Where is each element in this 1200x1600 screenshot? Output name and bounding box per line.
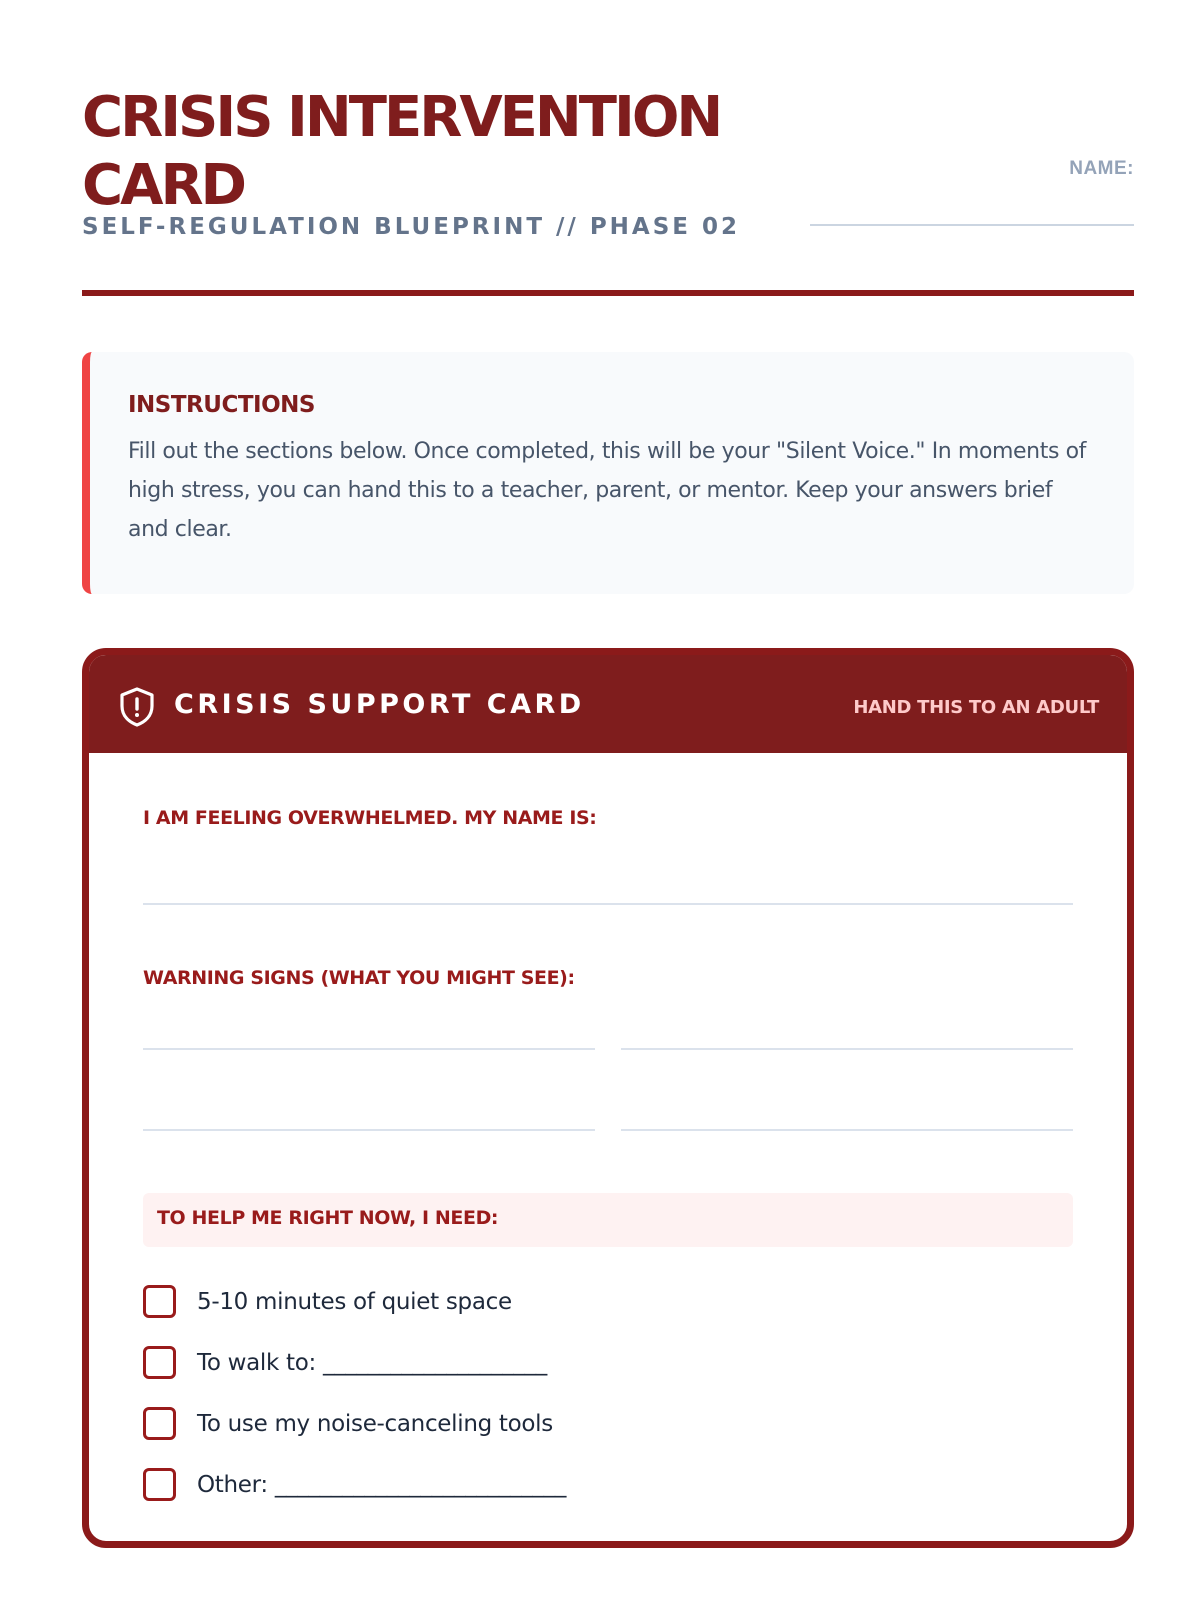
warning-sign-line[interactable] (143, 1048, 595, 1050)
worksheet-page (82, 0, 1134, 1600)
card-header (89, 655, 1127, 753)
need-checkbox[interactable] (143, 1407, 176, 1440)
warning-sign-line[interactable] (621, 1048, 1073, 1050)
need-checkbox[interactable] (143, 1468, 176, 1501)
instructions-body: Fill out the sections below. Once completed, this will be your "Silent Voice." In moments of high stress, you can hand this to a teacher, parent, or mentor. Keep your answers brief and clear. (128, 439, 1087, 542)
shield-alert-icon (119, 687, 155, 727)
card-tag: HAND THIS TO AN ADULT (853, 697, 1099, 718)
name-write-line[interactable] (810, 224, 1134, 226)
header (82, 84, 1134, 300)
need-option-label: To walk to: ____________________ (197, 1350, 547, 1376)
need-option (143, 1468, 1043, 1504)
warning-signs-label: WARNING SIGNS (WHAT YOU MIGHT SEE): (143, 967, 575, 989)
card-title: CRISIS SUPPORT CARD (174, 689, 585, 720)
crisis-support-card (82, 648, 1134, 1548)
need-option-label: Other: __________________________ (197, 1472, 567, 1498)
name-prompt-label: I AM FEELING OVERWHELMED. MY NAME IS: (143, 807, 597, 829)
header-divider (82, 290, 1134, 296)
name-label: NAME: (1069, 158, 1134, 179)
name-answer-line[interactable] (143, 903, 1073, 905)
need-option (143, 1285, 1043, 1321)
need-option-label: To use my noise-canceling tools (197, 1411, 553, 1437)
page-title: CRISIS INTERVENTION CARD (82, 85, 721, 218)
need-option (143, 1346, 1043, 1382)
page-subtitle: SELF-REGULATION BLUEPRINT // PHASE 02 (82, 214, 741, 240)
warning-sign-line[interactable] (143, 1129, 595, 1131)
instructions-box (82, 352, 1134, 594)
need-checkbox[interactable] (143, 1285, 176, 1318)
need-option (143, 1407, 1043, 1443)
need-option-label: 5-10 minutes of quiet space (197, 1289, 512, 1315)
needs-header: TO HELP ME RIGHT NOW, I NEED: (143, 1193, 1073, 1247)
instructions-title: INSTRUCTIONS (128, 392, 315, 418)
need-checkbox[interactable] (143, 1346, 176, 1379)
warning-sign-line[interactable] (621, 1129, 1073, 1131)
